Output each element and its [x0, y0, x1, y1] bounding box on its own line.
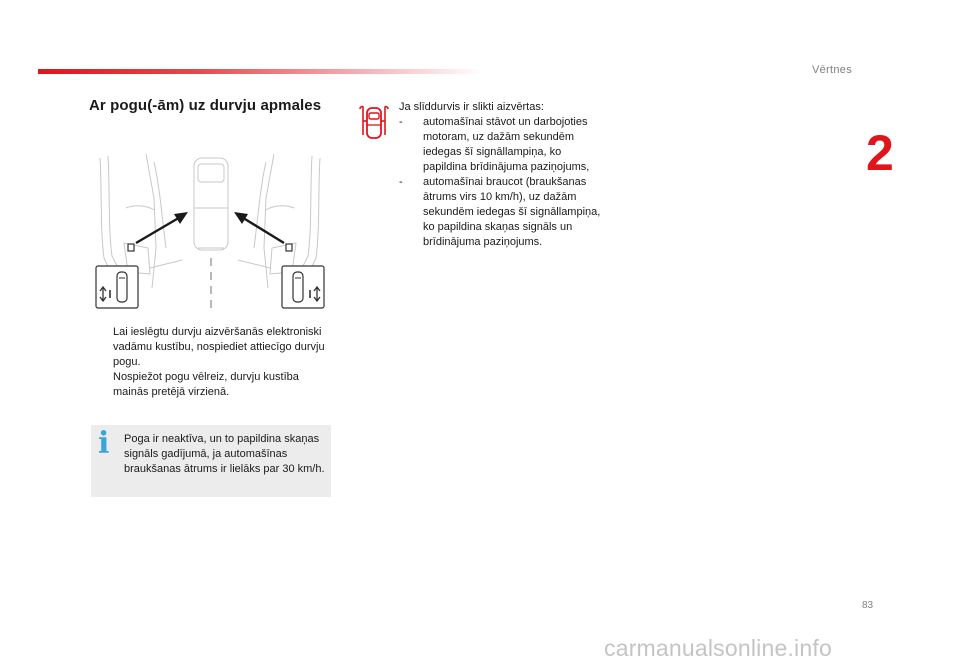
header-accent-bar [38, 69, 483, 74]
sliding-door-warning-icon [357, 105, 391, 143]
warning-item [399, 115, 604, 175]
instruction-item [91, 370, 336, 400]
info-box [91, 425, 331, 497]
instruction-text: Lai ieslēgtu durvju aizvēršanās elektroniski vadāmu kustību, nospiediet attiecīgo durvju pogu. [113, 326, 325, 368]
warning-item-text: automašīnai stāvot un darbojoties motoram, uz dažām sekundēm iedegas šī signāllampiņa, ko papildina brīdinājuma paziņojums, [423, 116, 590, 173]
warning-intro: Ja slīddurvis ir slikti aizvērtas: [399, 101, 544, 113]
info-icon: i [98, 426, 110, 461]
section-title: Vērtnes [811, 64, 852, 76]
page-number: 83 [862, 600, 874, 611]
dash-marker: - [399, 176, 403, 188]
sliding-door-buttons-illustration [88, 148, 332, 316]
instruction-item [91, 325, 336, 370]
instruction-text: Nospiežot pogu vēlreiz, durvju kustība mainās pretējā virzienā. [113, 371, 299, 398]
warning-item-text: automašīnai braucot (braukšanas ātrums virs 10 km/h), uz dažām sekundēm iedegas šī signāllampiņa, ko papildina skaņas signāls un brīdinājuma paziņojums. [423, 176, 601, 248]
info-text: Poga ir neaktīva, un to papildina skaņas signāls gadījumā, ja automašīnas braukšanas ātrums ir lielāks par 30 km/h. [124, 433, 325, 475]
warning-description [399, 100, 604, 250]
warning-item [399, 175, 604, 250]
dash-marker: - [399, 116, 403, 128]
watermark: carmanualsonline.info [604, 635, 832, 661]
instruction-list [91, 325, 336, 400]
page-heading: Ar pogu(-ām) uz durvju apmales [89, 97, 322, 114]
chapter-number: 2 [866, 125, 894, 181]
